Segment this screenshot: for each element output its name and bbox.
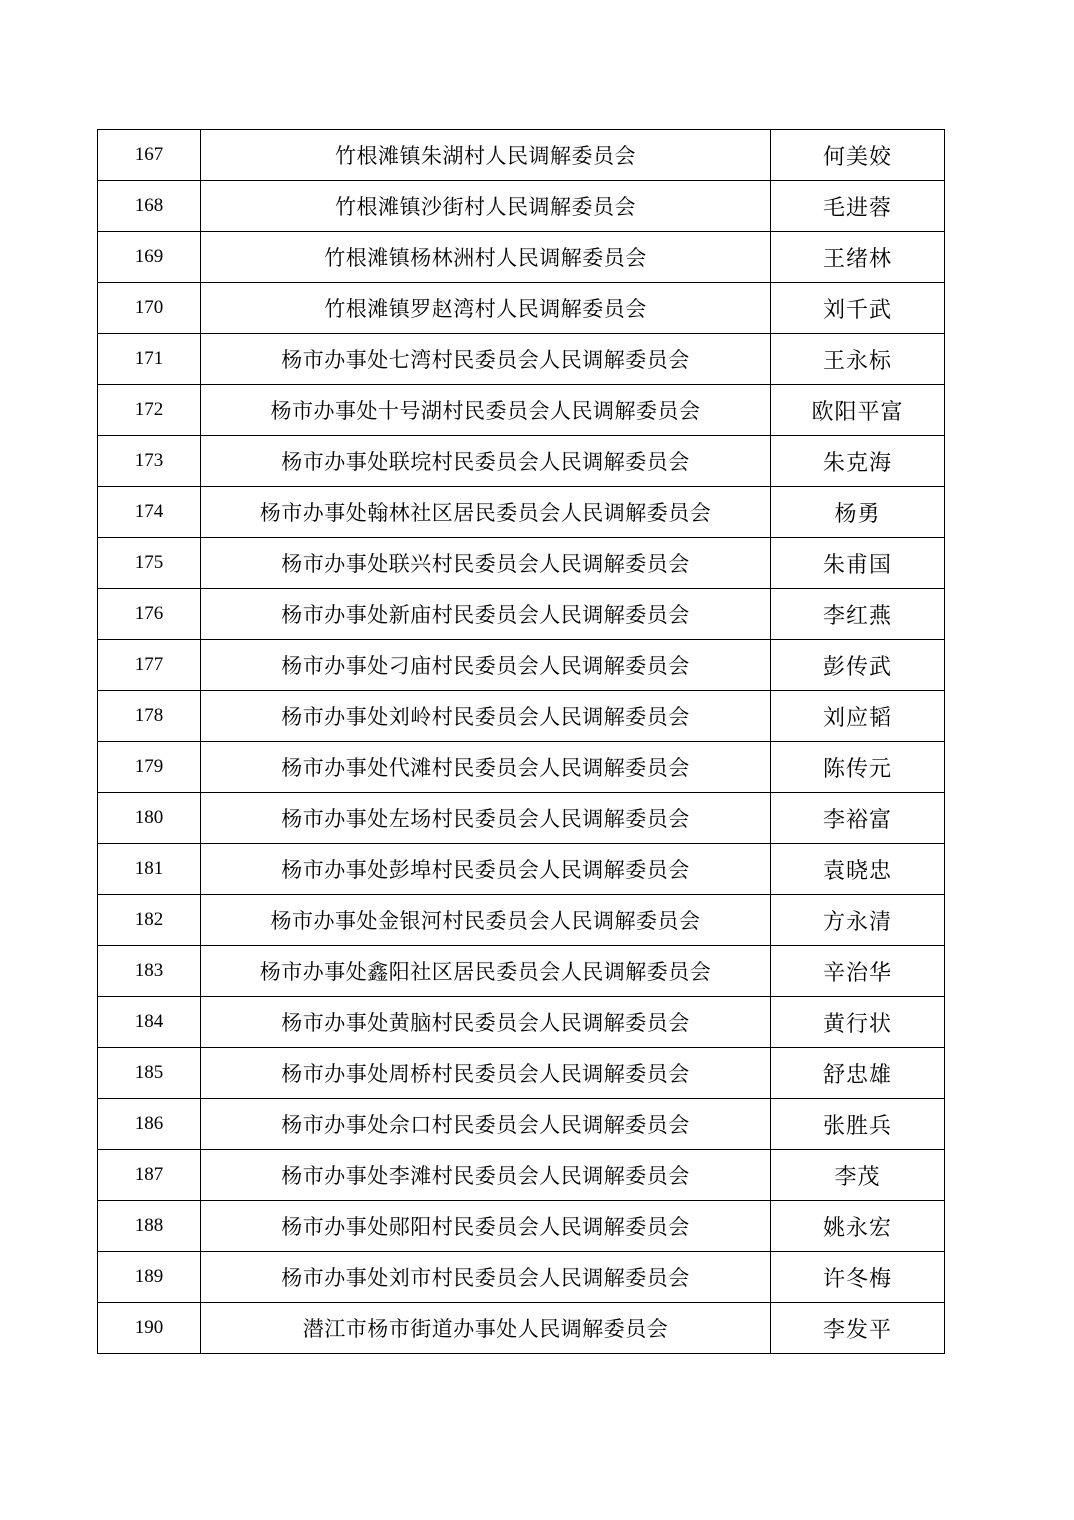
table-body xyxy=(98,130,945,1354)
row-number-cell: 178 xyxy=(98,691,201,742)
person-name-cell: 王永标 xyxy=(771,334,945,385)
row-number-cell: 184 xyxy=(98,997,201,1048)
committee-name-cell: 杨市办事处周桥村民委员会人民调解委员会 xyxy=(201,1048,771,1099)
committee-name-cell: 杨市办事处刘岭村民委员会人民调解委员会 xyxy=(201,691,771,742)
person-name-cell: 刘千武 xyxy=(771,283,945,334)
person-name-cell: 姚永宏 xyxy=(771,1201,945,1252)
row-number-cell: 168 xyxy=(98,181,201,232)
table-row xyxy=(98,181,945,232)
committee-name-cell: 杨市办事处李滩村民委员会人民调解委员会 xyxy=(201,1150,771,1201)
table-row xyxy=(98,844,945,895)
person-name-cell: 刘应韬 xyxy=(771,691,945,742)
committee-name-cell: 杨市办事处佘口村民委员会人民调解委员会 xyxy=(201,1099,771,1150)
row-number-cell: 172 xyxy=(98,385,201,436)
person-name-cell: 毛进蓉 xyxy=(771,181,945,232)
row-number-cell: 174 xyxy=(98,487,201,538)
row-number-cell: 167 xyxy=(98,130,201,181)
person-name-cell: 李茂 xyxy=(771,1150,945,1201)
table-row xyxy=(98,538,945,589)
row-number-cell: 176 xyxy=(98,589,201,640)
row-number-cell: 171 xyxy=(98,334,201,385)
table-row xyxy=(98,385,945,436)
person-name-cell: 黄行状 xyxy=(771,997,945,1048)
row-number-cell: 177 xyxy=(98,640,201,691)
row-number-cell: 188 xyxy=(98,1201,201,1252)
row-number-cell: 187 xyxy=(98,1150,201,1201)
person-name-cell: 李裕富 xyxy=(771,793,945,844)
committee-name-cell: 杨市办事处彭埠村民委员会人民调解委员会 xyxy=(201,844,771,895)
person-name-cell: 欧阳平富 xyxy=(771,385,945,436)
person-name-cell: 舒忠雄 xyxy=(771,1048,945,1099)
committee-name-cell: 杨市办事处联兴村民委员会人民调解委员会 xyxy=(201,538,771,589)
table-row xyxy=(98,1099,945,1150)
committee-name-cell: 竹根滩镇朱湖村人民调解委员会 xyxy=(201,130,771,181)
table-row xyxy=(98,793,945,844)
row-number-cell: 180 xyxy=(98,793,201,844)
row-number-cell: 190 xyxy=(98,1303,201,1354)
row-number-cell: 183 xyxy=(98,946,201,997)
mediation-committee-table xyxy=(97,129,945,1354)
table-row xyxy=(98,1303,945,1354)
table-row xyxy=(98,589,945,640)
row-number-cell: 170 xyxy=(98,283,201,334)
person-name-cell: 李红燕 xyxy=(771,589,945,640)
table-row xyxy=(98,436,945,487)
table-row xyxy=(98,130,945,181)
row-number-cell: 181 xyxy=(98,844,201,895)
row-number-cell: 173 xyxy=(98,436,201,487)
committee-name-cell: 杨市办事处代滩村民委员会人民调解委员会 xyxy=(201,742,771,793)
person-name-cell: 何美姣 xyxy=(771,130,945,181)
table-row xyxy=(98,1201,945,1252)
person-name-cell: 张胜兵 xyxy=(771,1099,945,1150)
committee-name-cell: 杨市办事处鑫阳社区居民委员会人民调解委员会 xyxy=(201,946,771,997)
committee-name-cell: 杨市办事处联垸村民委员会人民调解委员会 xyxy=(201,436,771,487)
person-name-cell: 朱甫国 xyxy=(771,538,945,589)
committee-name-cell: 竹根滩镇沙街村人民调解委员会 xyxy=(201,181,771,232)
table-row xyxy=(98,1252,945,1303)
table-row xyxy=(98,283,945,334)
table-row xyxy=(98,334,945,385)
table-row xyxy=(98,1150,945,1201)
committee-name-cell: 杨市办事处刘市村民委员会人民调解委员会 xyxy=(201,1252,771,1303)
row-number-cell: 175 xyxy=(98,538,201,589)
table-row xyxy=(98,640,945,691)
committee-name-cell: 潜江市杨市街道办事处人民调解委员会 xyxy=(201,1303,771,1354)
table-row xyxy=(98,895,945,946)
person-name-cell: 朱克海 xyxy=(771,436,945,487)
table-row xyxy=(98,742,945,793)
table-row xyxy=(98,487,945,538)
committee-name-cell: 杨市办事处翰林社区居民委员会人民调解委员会 xyxy=(201,487,771,538)
person-name-cell: 袁晓忠 xyxy=(771,844,945,895)
table-row xyxy=(98,691,945,742)
committee-name-cell: 杨市办事处七湾村民委员会人民调解委员会 xyxy=(201,334,771,385)
person-name-cell: 辛治华 xyxy=(771,946,945,997)
table-row xyxy=(98,946,945,997)
row-number-cell: 189 xyxy=(98,1252,201,1303)
table-row xyxy=(98,1048,945,1099)
row-number-cell: 182 xyxy=(98,895,201,946)
committee-name-cell: 竹根滩镇杨林洲村人民调解委员会 xyxy=(201,232,771,283)
row-number-cell: 185 xyxy=(98,1048,201,1099)
committee-name-cell: 杨市办事处金银河村民委员会人民调解委员会 xyxy=(201,895,771,946)
committee-name-cell: 杨市办事处新庙村民委员会人民调解委员会 xyxy=(201,589,771,640)
person-name-cell: 彭传武 xyxy=(771,640,945,691)
committee-name-cell: 杨市办事处刁庙村民委员会人民调解委员会 xyxy=(201,640,771,691)
person-name-cell: 杨勇 xyxy=(771,487,945,538)
person-name-cell: 方永清 xyxy=(771,895,945,946)
committee-name-cell: 杨市办事处郧阳村民委员会人民调解委员会 xyxy=(201,1201,771,1252)
row-number-cell: 179 xyxy=(98,742,201,793)
committee-name-cell: 杨市办事处十号湖村民委员会人民调解委员会 xyxy=(201,385,771,436)
row-number-cell: 186 xyxy=(98,1099,201,1150)
row-number-cell: 169 xyxy=(98,232,201,283)
table-row xyxy=(98,232,945,283)
committee-name-cell: 竹根滩镇罗赵湾村人民调解委员会 xyxy=(201,283,771,334)
committee-name-cell: 杨市办事处左场村民委员会人民调解委员会 xyxy=(201,793,771,844)
person-name-cell: 李发平 xyxy=(771,1303,945,1354)
person-name-cell: 许冬梅 xyxy=(771,1252,945,1303)
table-row xyxy=(98,997,945,1048)
person-name-cell: 陈传元 xyxy=(771,742,945,793)
person-name-cell: 王绪林 xyxy=(771,232,945,283)
committee-name-cell: 杨市办事处黄脑村民委员会人民调解委员会 xyxy=(201,997,771,1048)
